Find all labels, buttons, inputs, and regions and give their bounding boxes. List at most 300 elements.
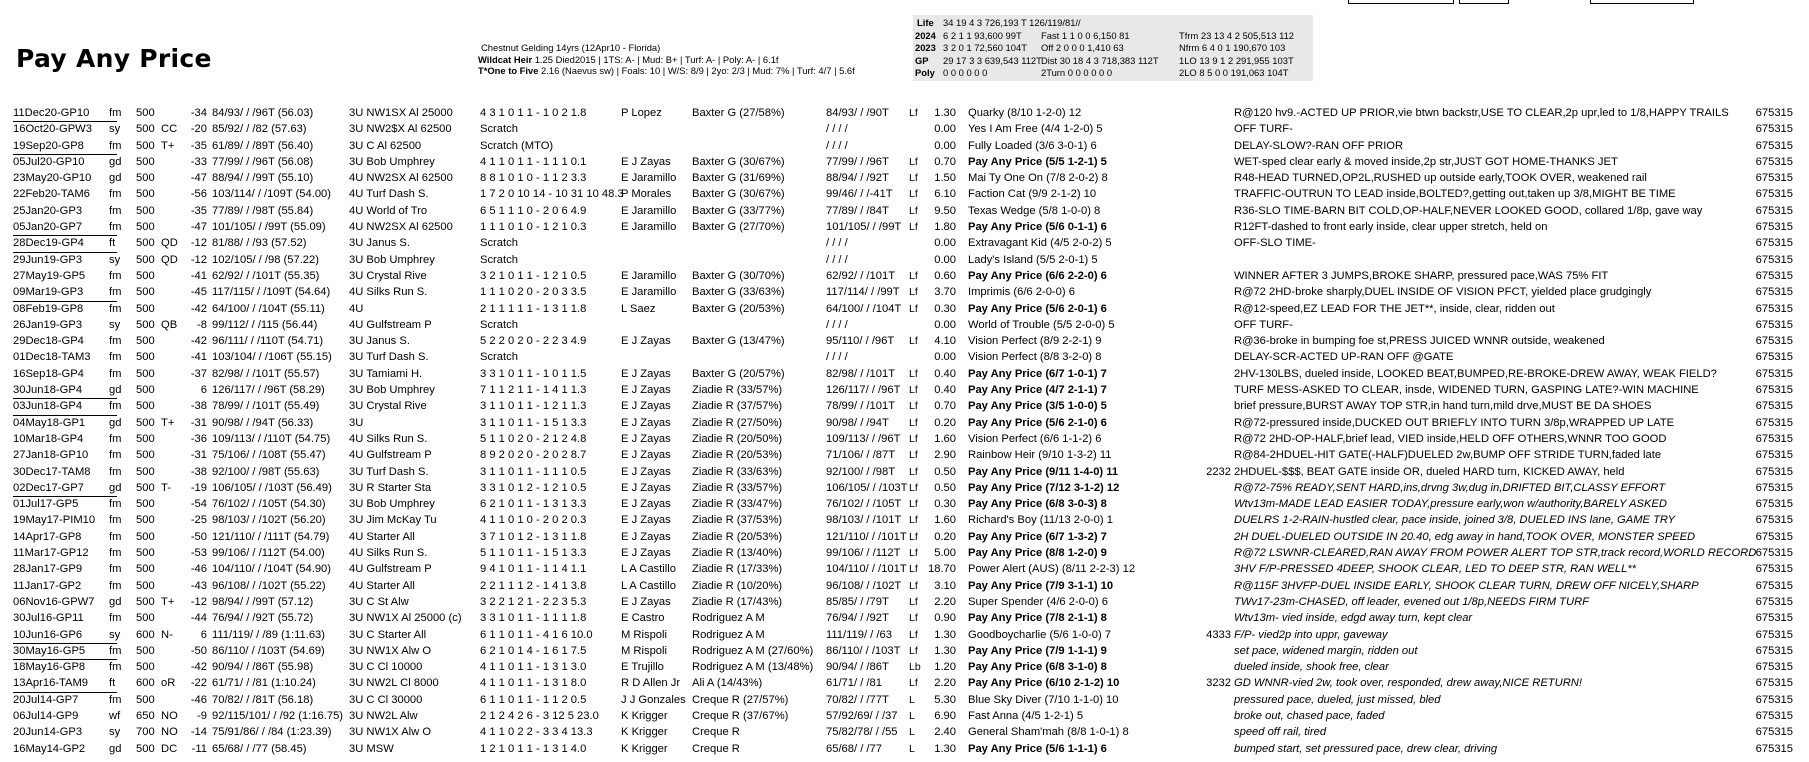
career-row-tertiary: Nfrm 6 4 0 1 190,670 103	[1179, 42, 1286, 53]
race-figures: 92/115/101/ / /92 (1:16.75)	[212, 709, 344, 722]
race-date: 01Jul17-GP5	[13, 498, 79, 511]
race-distance: 500	[136, 400, 155, 413]
race-class: 3U C Starter All	[349, 628, 427, 641]
race-winner: Rainbow Heir (9/10 1-3-2) 11	[968, 449, 1112, 462]
table-row[interactable]	[13, 219, 1803, 235]
race-winner: Imprimis (6/6 2-0-0) 6	[968, 286, 1075, 299]
table-row[interactable]	[13, 154, 1803, 170]
race-jockey: L Saez	[621, 302, 656, 315]
race-calls: 8 8 1 0 1 0 - 1 1 2 3.3	[480, 172, 587, 185]
race-variant: -12	[190, 237, 207, 250]
race-distance: 500	[136, 530, 155, 543]
race-trainer: Baxter G (30/67%)	[692, 188, 785, 201]
race-variant: -46	[190, 563, 207, 576]
race-comment: TWv17-23m-CHASED, off leader, evened out 1/8p,NEEDS FIRM TURF	[1234, 595, 1590, 608]
race-trainer: Creque R (37/67%)	[692, 709, 789, 722]
race-calls: 3 1 1 0 1 1 - 1 5 1 3.3	[480, 416, 587, 429]
race-surface: gd	[109, 595, 122, 608]
table-row[interactable]	[13, 496, 1803, 512]
table-row[interactable]	[13, 659, 1803, 675]
race-jockey: M Rispoli	[621, 644, 668, 657]
race-pace-figures: 57/92/69/ / /37	[826, 709, 898, 722]
career-row-secondary: Dist 30 18 4 3 718,383 112T	[1041, 54, 1159, 66]
table-row[interactable]	[13, 464, 1803, 480]
race-variant: 6	[200, 384, 207, 397]
race-comment: R@72 2HD-OP-HALF,brief lead, VIED inside,HELD OFF OTHERS,WNNR TOO GOOD	[1234, 432, 1667, 445]
table-row[interactable]	[13, 529, 1803, 545]
race-surface: fm	[109, 367, 122, 380]
race-id: 675315	[1755, 644, 1793, 657]
table-row[interactable]	[13, 447, 1803, 463]
race-variant: -36	[190, 432, 207, 445]
race-variant: -45	[190, 286, 207, 299]
race-pace-figures: / / / /	[826, 123, 848, 136]
race-class: 4U Silks Run S.	[349, 547, 428, 560]
race-surface: fm	[109, 514, 122, 527]
race-odds: 0.20	[934, 530, 956, 543]
table-row[interactable]	[13, 480, 1803, 496]
race-distance: 500	[136, 237, 155, 250]
race-variant: -47	[190, 221, 207, 234]
race-distance: 500	[136, 204, 155, 217]
top-tab-fragment[interactable]	[1348, 0, 1454, 4]
race-jockey: R D Allen Jr	[621, 677, 681, 690]
race-variant: -54	[190, 498, 207, 511]
race-odds: 0.00	[934, 318, 956, 331]
race-date: 09Mar19-GP3	[13, 284, 117, 301]
race-comment: R@72-pressured inside,DUCKED OUT BRIEFLY INTO TURN 3/8p,WRAPPED UP LATE	[1234, 416, 1675, 429]
race-code: CC	[161, 123, 178, 136]
table-row[interactable]	[13, 121, 1803, 137]
race-date: 10Jun16-GP6	[13, 627, 117, 644]
sire-name: Wildcat Heir	[478, 53, 533, 65]
pedigree-block	[478, 42, 855, 77]
race-winner: Fast Anna (4/5 1-2-1) 5	[968, 709, 1084, 722]
race-variant: -31	[190, 449, 207, 462]
table-row[interactable]	[13, 170, 1803, 186]
race-odds: 0.40	[934, 367, 956, 380]
career-row-values: 0 0 0 0 0 0	[943, 67, 988, 78]
race-winner: Super Spender (4/6 2-0-0) 6	[968, 595, 1108, 608]
race-id: 675315	[1755, 139, 1793, 152]
race-figures: 121/110/ / /111T (54.79)	[212, 530, 330, 543]
race-winner: Pay Any Price (6/6 2-2-0) 6	[968, 269, 1107, 282]
race-class: 3U Janus S.	[349, 237, 410, 250]
table-row[interactable]	[13, 398, 1803, 414]
race-class: 3U NW2L Alw	[349, 709, 418, 722]
table-row[interactable]	[13, 610, 1803, 626]
race-figures: 64/100/ / /104T (55.11)	[212, 302, 325, 315]
race-variant: -41	[190, 269, 207, 282]
race-pace-figures: 104/110/ / /101T	[826, 563, 907, 576]
race-variant: -56	[190, 188, 207, 201]
race-class: 3U Crystal Rive	[349, 269, 427, 282]
table-row[interactable]	[13, 105, 1803, 121]
race-date: 26Jan19-GP3	[13, 318, 83, 331]
table-row[interactable]	[13, 578, 1803, 594]
race-distance: 500	[136, 269, 155, 282]
race-jockey: E J Zayas	[621, 400, 671, 413]
race-date: 10Mar18-GP4	[13, 432, 84, 445]
race-date: 27May19-GP5	[13, 269, 86, 282]
race-calls: Scratch	[480, 253, 518, 266]
race-comment: DELAY-SLOW?-RAN OFF PRIOR	[1234, 139, 1404, 152]
race-calls: 4 3 1 0 1 1 - 1 0 2 1.8	[480, 107, 587, 119]
race-jockey: E J Zayas	[621, 498, 671, 511]
dam-name: T*One to Five	[478, 65, 539, 76]
race-surface: fm	[109, 221, 122, 234]
race-calls: 3 3 1 0 1 1 - 1 0 1 1.5	[480, 367, 587, 380]
race-calls: 3 1 1 0 1 1 - 1 2 1 1.3	[480, 400, 587, 413]
race-pace-figures: 117/114/ / /99T	[826, 286, 900, 299]
race-figures: 65/68/ / /77 (58.45)	[212, 742, 307, 755]
table-row[interactable]	[13, 138, 1803, 154]
race-id: 675315	[1755, 481, 1793, 494]
race-pace-figures: / / / /	[826, 253, 848, 266]
race-variant: -22	[190, 677, 207, 690]
race-code: oR	[161, 677, 176, 690]
race-odds: 1.30	[934, 644, 956, 657]
race-trainer: Creque R	[692, 726, 740, 739]
race-calls: 2 2 1 1 1 2 - 1 4 1 3.8	[480, 579, 587, 592]
table-row[interactable]	[13, 643, 1803, 659]
race-jockey: P Morales	[621, 188, 672, 201]
race-code: T-	[161, 481, 171, 494]
race-odds: 5.00	[934, 547, 956, 560]
race-winner: Pay Any Price (6/8 3-1-0) 8	[968, 661, 1107, 674]
career-row-values: 34 19 4 3 726,193 T 126/119/81//	[943, 17, 1081, 28]
race-trainer: Baxter G (27/70%)	[692, 221, 785, 234]
race-calls: 4 1 1 0 1 1 - 1 3 1 3.0	[480, 661, 587, 674]
race-trainer: Ziadie R (33/57%)	[692, 384, 783, 397]
race-comment: bumped start, set pressured pace, drew clear, driving	[1234, 742, 1498, 755]
race-distance: 500	[136, 563, 155, 576]
race-surface: gd	[109, 416, 122, 429]
career-row-values: 29 17 3 3 639,543 112T	[943, 54, 1042, 66]
race-comment: R48-HEAD TURNED,OP2L,RUSHED up outside early,TOOK OVER, weakened rail	[1234, 172, 1647, 185]
race-trainer: Baxter G (30/70%)	[692, 269, 785, 282]
race-medication: Lf	[909, 579, 918, 592]
race-figures: 62/92/ / /101T (55.35)	[212, 269, 320, 282]
table-row[interactable]	[13, 203, 1803, 219]
race-figures: 76/94/ / /92T (55.72)	[212, 612, 314, 625]
table-row[interactable]	[13, 594, 1803, 610]
race-variant: -20	[190, 123, 207, 136]
race-figures: 61/89/ / /89T (56.40)	[212, 139, 314, 152]
race-date: 14Apr17-GP8	[13, 530, 82, 543]
table-row[interactable]	[13, 545, 1803, 561]
race-figures: 102/105/ / /98 (57.22)	[212, 253, 319, 266]
race-winner: General Sham'mah (8/8 1-0-1) 8	[968, 726, 1129, 739]
race-calls: 4 1 1 0 1 1 - 1 3 1 8.0	[480, 677, 587, 690]
race-pace-figures: 61/71/ / /81	[826, 677, 882, 690]
race-winner: Pay Any Price (7/9 1-1-1) 9	[968, 644, 1107, 657]
race-calls: 1 2 1 0 1 1 - 1 3 1 4.0	[480, 742, 587, 755]
race-winner: Pay Any Price (5/6 0-1-1) 6	[968, 221, 1107, 234]
race-pace-figures: / / / /	[826, 351, 848, 364]
race-variant: -34	[190, 107, 207, 119]
race-class: 3U NW1SX Al 25000	[349, 107, 453, 119]
race-distance: 500	[136, 579, 155, 592]
race-trainer: Baxter G (13/47%)	[692, 335, 785, 348]
race-odds: 0.90	[934, 612, 956, 625]
race-surface: fm	[109, 547, 122, 560]
race-pace-figures: 65/68/ / /77	[826, 742, 882, 755]
table-row[interactable]	[13, 627, 1803, 643]
table-row[interactable]	[13, 366, 1803, 382]
race-surface: gd	[109, 742, 122, 755]
career-row-label: Poly	[915, 67, 935, 78]
race-pace-figures: 109/113/ / /96T	[826, 432, 901, 445]
race-medication: Lf	[909, 400, 918, 413]
race-id: 675315	[1755, 237, 1793, 250]
race-code: T+	[161, 416, 175, 429]
race-surface: fm	[109, 661, 122, 674]
race-id: 675315	[1755, 367, 1793, 380]
race-date: 16May14-GP2	[13, 742, 86, 755]
race-figures: 86/110/ / /103T (54.69)	[212, 644, 325, 657]
table-row[interactable]	[13, 284, 1803, 300]
race-jockey: E Jaramillo	[621, 221, 677, 234]
race-medication: Lf	[909, 172, 918, 185]
race-jockey: E J Zayas	[621, 432, 671, 445]
race-trainer: Baxter G (33/63%)	[692, 286, 785, 299]
race-pace-figures: 71/106/ / /87T	[826, 449, 896, 462]
race-jockey: P Lopez	[621, 107, 662, 119]
race-medication: L	[909, 709, 915, 722]
race-winner: Fully Loaded (3/6 3-0-1) 6	[968, 139, 1097, 152]
race-class: 3U	[349, 416, 364, 429]
race-jockey: L A Castillo	[621, 579, 676, 592]
race-calls: 1 1 1 0 2 0 - 2 0 3 3.5	[480, 286, 587, 299]
race-jockey: E J Zayas	[621, 155, 671, 168]
race-class: 3U Bob Umphrey	[349, 155, 435, 168]
race-variant: -42	[190, 335, 207, 348]
table-row[interactable]	[13, 692, 1803, 708]
race-winner: Pay Any Price (3/5 1-0-0) 5	[968, 400, 1107, 413]
table-row[interactable]	[13, 431, 1803, 447]
race-odds: 0.30	[934, 498, 956, 511]
race-comment: R@72 LSWNR-CLEARED,RAN AWAY FROM POWER ALERT TOP STR,track record,WORLD RECORD	[1234, 547, 1757, 560]
table-row[interactable]	[13, 268, 1803, 284]
table-row[interactable]	[13, 301, 1803, 317]
race-class: 4U	[349, 302, 364, 315]
race-comment: R@120 hv9.-ACTED UP PRIOR,vie btwn backstr,USE TO CLEAR,2p upr,led to 1/8,HAPPY TRAILS	[1234, 107, 1729, 119]
race-medication: Lf	[909, 563, 918, 576]
race-odds: 3.70	[934, 286, 956, 299]
race-odds: 0.60	[934, 269, 956, 282]
race-figures: 98/94/ / /99T (57.12)	[212, 595, 314, 608]
race-figures: 78/99/ / /101T (55.49)	[212, 400, 320, 413]
race-comment: set pace, widened margin, ridden out	[1234, 644, 1418, 657]
career-row-secondary: Off 2 0 0 0 1,410 63	[1041, 42, 1124, 53]
race-figures: 85/92/ / /82 (57.63)	[212, 123, 307, 136]
race-figures: 77/89/ / /98T (55.84)	[212, 204, 314, 217]
race-pace-figures: / / / /	[826, 237, 848, 250]
race-jockey: E J Zayas	[621, 547, 671, 560]
table-row[interactable]	[13, 317, 1803, 333]
table-row[interactable]	[13, 675, 1803, 691]
race-medication: Lf	[909, 107, 918, 119]
race-surface: fm	[109, 139, 122, 152]
race-pace-figures: 111/119/ / /63	[826, 628, 892, 641]
race-calls: 3 1 1 0 1 1 - 1 1 1 0.5	[480, 465, 587, 478]
race-figures: 99/106/ / /112T (54.00)	[212, 547, 325, 560]
race-id: 675315	[1755, 286, 1793, 299]
table-row[interactable]	[13, 512, 1803, 528]
race-code: T+	[161, 139, 175, 152]
race-jockey: E J Zayas	[621, 514, 671, 527]
table-row[interactable]	[13, 561, 1803, 577]
race-comment: R@36-broke in bumping foe st,PRESS JUICED WNNR outside, weakened	[1234, 335, 1605, 348]
race-figures: 126/117/ / /96T (58.29)	[212, 384, 325, 397]
race-jockey: K Krigger	[621, 709, 668, 722]
race-id: 675315	[1755, 155, 1793, 168]
race-distance: 500	[136, 416, 155, 429]
table-row[interactable]	[13, 349, 1803, 365]
career-row-label: GP	[915, 54, 929, 66]
race-calls: 3 2 2 1 2 1 - 2 2 3 5.3	[480, 595, 587, 608]
race-winner: Power Alert (AUS) (8/11 2-2-3) 12	[968, 563, 1136, 576]
race-id: 675315	[1755, 498, 1793, 511]
race-trainer: Baxter G (33/77%)	[692, 204, 785, 217]
race-trainer: Ziadie R (27/50%)	[692, 416, 783, 429]
race-odds: 0.50	[934, 465, 956, 478]
race-surface: fm	[109, 579, 122, 592]
race-medication: Lf	[909, 384, 918, 397]
race-distance: 600	[136, 628, 155, 641]
race-class: 4U Gulfstream P	[349, 449, 432, 462]
race-pace-figures: 62/92/ / /101T	[826, 269, 896, 282]
race-distance: 500	[136, 514, 155, 527]
race-calls: 8 9 2 0 2 0 - 2 0 2 8.7	[480, 449, 587, 462]
table-row[interactable]	[13, 252, 1803, 268]
race-calls: 9 4 1 0 1 1 - 1 1 4 1.1	[480, 563, 587, 576]
top-tab-fragment[interactable]	[1590, 0, 1694, 4]
race-pace-figures: 75/82/78/ / /55	[826, 726, 898, 739]
table-row[interactable]	[13, 235, 1803, 251]
race-date: 25Jan20-GP3	[13, 204, 83, 217]
race-class: 3U C St Alw	[349, 595, 409, 608]
race-calls: 6 1 1 0 1 1 - 1 1 2 0.5	[480, 693, 587, 706]
race-trainer: Rodriguez A M	[692, 612, 765, 625]
race-trainer: Baxter G (27/58%)	[692, 107, 785, 119]
race-date: 22Feb20-TAM6	[13, 188, 90, 201]
race-calls: Scratch (MTO)	[480, 139, 554, 152]
race-variant: -44	[190, 612, 207, 625]
race-variant: -47	[190, 172, 207, 185]
race-jockey: E Jaramillo	[621, 286, 677, 299]
table-row[interactable]	[13, 724, 1803, 740]
race-trainer: Ziadie R (20/53%)	[692, 530, 783, 543]
race-jockey: E J Zayas	[621, 481, 671, 494]
race-distance: 500	[136, 155, 155, 168]
race-odds: 1.60	[934, 514, 956, 527]
race-winner: Pay Any Price (5/6 2-0-1) 6	[968, 302, 1107, 315]
race-trainer: Baxter G (30/67%)	[692, 155, 785, 168]
race-class: 3U Bob Umphrey	[349, 498, 435, 511]
race-id: 675315	[1755, 449, 1793, 462]
race-surface: fm	[109, 204, 122, 217]
race-odds: 0.70	[934, 155, 956, 168]
race-winner: Vision Perfect (8/9 2-2-1) 9	[968, 335, 1102, 348]
career-row-label: 2023	[915, 42, 936, 53]
race-odds: 0.40	[934, 384, 956, 397]
race-medication: L	[909, 742, 915, 755]
race-calls: 1 7 2 0 10 14 - 10 31 10 48.3	[480, 188, 624, 201]
race-winner: Texas Wedge (5/8 1-0-0) 8	[968, 204, 1101, 217]
race-calls: 4 1 1 0 1 1 - 1 1 1 0.1	[480, 155, 587, 168]
race-id: 675315	[1755, 253, 1793, 266]
race-pace-figures: 86/110/ / /103T	[826, 644, 901, 657]
race-surface: fm	[109, 563, 122, 576]
race-figures: 103/104/ / /106T (55.15)	[212, 351, 332, 364]
race-jockey: E Castro	[621, 612, 665, 625]
race-winner: World of Trouble (5/5 2-0-0) 5	[968, 318, 1115, 331]
race-variant: -11	[191, 742, 207, 755]
career-row-secondary: Fast 1 1 0 0 6,150 81	[1041, 29, 1130, 41]
top-tab-fragment[interactable]	[1459, 0, 1509, 4]
race-surface: fm	[109, 107, 122, 119]
table-row[interactable]	[13, 708, 1803, 724]
race-figures: 98/103/ / /102T (56.20)	[212, 514, 326, 527]
table-row[interactable]	[13, 415, 1803, 431]
table-row[interactable]	[13, 333, 1803, 349]
race-odds: 1.20	[934, 661, 956, 674]
race-pace-figures: 99/106/ / /112T	[826, 547, 901, 560]
table-row[interactable]	[13, 382, 1803, 398]
race-id: 675315	[1755, 612, 1793, 625]
race-figures: 92/100/ / /98T (55.63)	[212, 465, 320, 478]
race-medication: Lf	[909, 644, 918, 657]
race-id: 675315	[1755, 318, 1793, 331]
race-distance: 500	[136, 139, 155, 152]
race-pace-figures: 98/103/ / /101T	[826, 514, 902, 527]
race-class: 4U Gulfstream P	[349, 318, 432, 331]
table-row[interactable]	[13, 186, 1803, 202]
race-winner: Vision Perfect (8/8 3-2-0) 8	[968, 351, 1102, 364]
race-pace-figures: 101/105/ / /99T	[826, 221, 902, 234]
race-winner: Pay Any Price (6/7 1-0-1) 7	[968, 367, 1107, 380]
race-date: 13Apr16-TAM9	[13, 675, 117, 692]
race-odds: 1.30	[934, 742, 956, 755]
table-row[interactable]	[13, 741, 1803, 757]
race-pace-figures: 121/110/ / /101T	[826, 530, 907, 543]
race-comment: 3HV F/P-PRESSED 4DEEP, SHOOK CLEAR, LED TO DEEP STR, RAN WELL**	[1234, 563, 1637, 576]
race-trainer: Baxter G (20/57%)	[692, 367, 785, 380]
race-class: 4U NW2SX Al 62500	[349, 221, 453, 234]
race-id: 675315	[1755, 677, 1793, 690]
race-winner: Vision Perfect (6/6 1-1-2) 6	[968, 432, 1102, 445]
race-odds: 2.20	[934, 595, 956, 608]
race-distance: 600	[136, 677, 155, 690]
race-pace-figures: 84/93/ / /90T	[826, 107, 889, 119]
race-surface: fm	[109, 644, 122, 657]
career-row-tertiary: 1LO 13 9 1 2 291,955 103T	[1179, 54, 1294, 66]
race-variant: -46	[190, 693, 207, 706]
race-medication: Lf	[909, 432, 918, 445]
race-jockey: J J Gonzales	[621, 693, 686, 706]
race-id: 675315	[1755, 628, 1793, 641]
race-id: 675315	[1755, 563, 1793, 576]
race-figures: 84/93/ / /96T (56.03)	[212, 107, 314, 119]
career-row-values: 6 2 1 1 93,600 99T	[943, 29, 1022, 41]
race-calls: 5 1 1 0 2 0 - 2 1 2 4.8	[480, 432, 587, 445]
race-pace-figures: 77/89/ / /84T	[826, 204, 889, 217]
race-pace-figures: 90/98/ / /94T	[826, 416, 889, 429]
race-pace-figures: 126/117/ / /96T	[826, 384, 901, 397]
race-variant: -19	[190, 481, 207, 494]
